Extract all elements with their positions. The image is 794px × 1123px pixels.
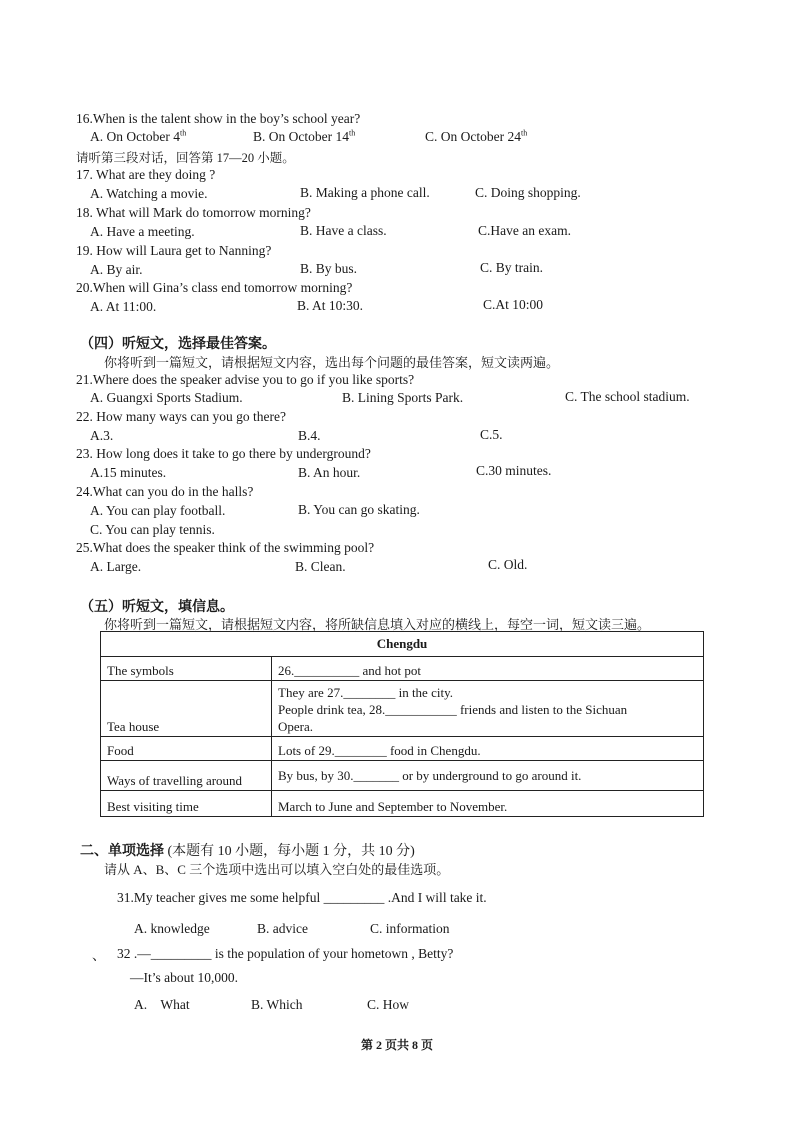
table-header-row xyxy=(101,632,704,657)
option-18c: C.Have an exam. xyxy=(478,223,571,238)
question-22: 22. How many ways can you go there? xyxy=(76,409,286,424)
part-2-title: 二、单项选择 xyxy=(80,844,164,859)
question-32: 32 .—_________ is the population of your hometown , Betty? xyxy=(117,946,454,961)
option-20c: C.At 10:00 xyxy=(483,297,544,312)
row-content: Lots of 29.________ food in Chengdu. xyxy=(272,737,704,761)
question-24: 24.What can you do in the halls? xyxy=(76,484,254,499)
option-25c: C. Old. xyxy=(488,557,528,572)
option-21c: C. The school stadium. xyxy=(565,389,690,404)
row-content: 26.__________ and hot pot xyxy=(272,657,704,681)
option-25b: B. Clean. xyxy=(295,559,346,574)
option-17a: A. Watching a movie. xyxy=(90,186,208,201)
option-16c xyxy=(425,129,527,145)
option-31a: A. knowledge xyxy=(134,921,210,936)
part-2-note: (本题有 10 小题，每小题 1 分，共 10 分) xyxy=(167,844,415,859)
table-row xyxy=(101,657,704,681)
table-row xyxy=(101,737,704,761)
option-19b: B. By bus. xyxy=(300,261,358,276)
option-22a: A.3. xyxy=(90,428,114,443)
section-5-instruction: 你将听到一篇短文，请根据短文内容，将所缺信息填入对应的横线上，每空一词，短文读三遍。 xyxy=(104,617,651,632)
table-header: Chengdu xyxy=(101,632,704,657)
row-label: Food xyxy=(101,737,272,761)
option-32c: C. How xyxy=(367,997,410,1012)
option-24c: C. You can play tennis. xyxy=(90,522,215,537)
table-row xyxy=(101,761,704,791)
part-2-instruction: 请从 A、B、C 三个选项中选出可以填入空白处的最佳选项。 xyxy=(104,862,450,877)
option-22b: B.4. xyxy=(298,428,321,443)
row-content: By bus, by 30._______ or by underground to go around it. xyxy=(272,761,704,791)
ordinal-suffix: th xyxy=(179,128,187,138)
question-31: 31.My teacher gives me some helpful _________ .And I will take it. xyxy=(117,890,487,905)
section-4-instruction: 你将听到一篇短文，请根据短文内容，选出每个问题的最佳答案，短文读两遍。 xyxy=(104,355,560,370)
table-row xyxy=(101,791,704,817)
section-5-title: （五）听短文，填信息。 xyxy=(80,600,234,615)
option-16a xyxy=(90,129,186,145)
part-2-heading xyxy=(80,840,415,860)
row-label: The symbols xyxy=(101,657,272,681)
option-23b: B. An hour. xyxy=(298,465,361,480)
chengdu-info-table xyxy=(100,631,704,817)
option-23a: A.15 minutes. xyxy=(90,465,167,480)
option-31c: C. information xyxy=(370,921,450,936)
question-16: 16.When is the talent show in the boy’s school year? xyxy=(76,111,361,126)
ordinal-suffix: th xyxy=(520,128,528,138)
option-21b: B. Lining Sports Park. xyxy=(342,390,464,405)
question-19: 19. How will Laura get to Nanning? xyxy=(76,243,272,258)
question-20: 20.When will Gina’s class end tomorrow morning? xyxy=(76,280,353,295)
option-18b: B. Have a class. xyxy=(300,223,387,238)
option-19c: C. By train. xyxy=(480,260,543,275)
option-text: A. On October 4 xyxy=(90,129,180,144)
section-4-title: （四）听短文，选择最佳答案。 xyxy=(80,337,276,352)
option-22c: C.5. xyxy=(480,427,503,442)
option-text: C. On October 24 xyxy=(425,129,521,144)
row-content xyxy=(272,681,704,737)
option-20b: B. At 10:30. xyxy=(297,298,364,313)
option-20a: A. At 11:00. xyxy=(90,299,157,314)
ordinal-suffix: th xyxy=(348,128,356,138)
question-18: 18. What will Mark do tomorrow morning? xyxy=(76,205,311,220)
option-24a: A. You can play football. xyxy=(90,503,226,518)
option-16b xyxy=(253,129,355,145)
option-17b: B. Making a phone call. xyxy=(300,185,430,200)
row-label: Ways of travelling around xyxy=(101,761,272,791)
stray-mark: 、 xyxy=(92,948,106,963)
table-row xyxy=(101,681,704,737)
option-21a: A. Guangxi Sports Stadium. xyxy=(90,390,243,405)
option-17c: C. Doing shopping. xyxy=(475,185,581,200)
option-23c: C.30 minutes. xyxy=(476,463,552,478)
option-text: B. On October 14 xyxy=(253,129,349,144)
row-line: They are 27.________ in the city. xyxy=(278,685,453,700)
row-content: March to June and September to November. xyxy=(272,791,704,817)
option-19a: A. By air. xyxy=(90,262,143,277)
option-31b: B. advice xyxy=(257,921,308,936)
option-25a: A. Large. xyxy=(90,559,142,574)
row-line: Opera. xyxy=(278,719,314,734)
question-32-answer-line: —It’s about 10,000. xyxy=(130,970,238,985)
question-25: 25.What does the speaker think of the swimming pool? xyxy=(76,540,375,555)
row-label: Best visiting time xyxy=(101,791,272,817)
question-21: 21.Where does the speaker advise you to go if you like sports? xyxy=(76,372,415,387)
listening-note: 请听第三段对话，回答第 17—20 小题。 xyxy=(76,151,295,165)
page-footer: 第 2 页共 8 页 xyxy=(360,1038,433,1052)
option-18a: A. Have a meeting. xyxy=(90,224,195,239)
option-32b: B. Which xyxy=(251,997,303,1012)
row-label: Tea house xyxy=(101,681,272,737)
question-17: 17. What are they doing ? xyxy=(76,167,216,182)
option-32a: A. What xyxy=(134,997,190,1012)
row-line: People drink tea, 28.___________ friends and listen to the Sichuan xyxy=(278,702,628,717)
option-24b: B. You can go skating. xyxy=(298,502,420,517)
question-23: 23. How long does it take to go there by underground? xyxy=(76,446,371,461)
